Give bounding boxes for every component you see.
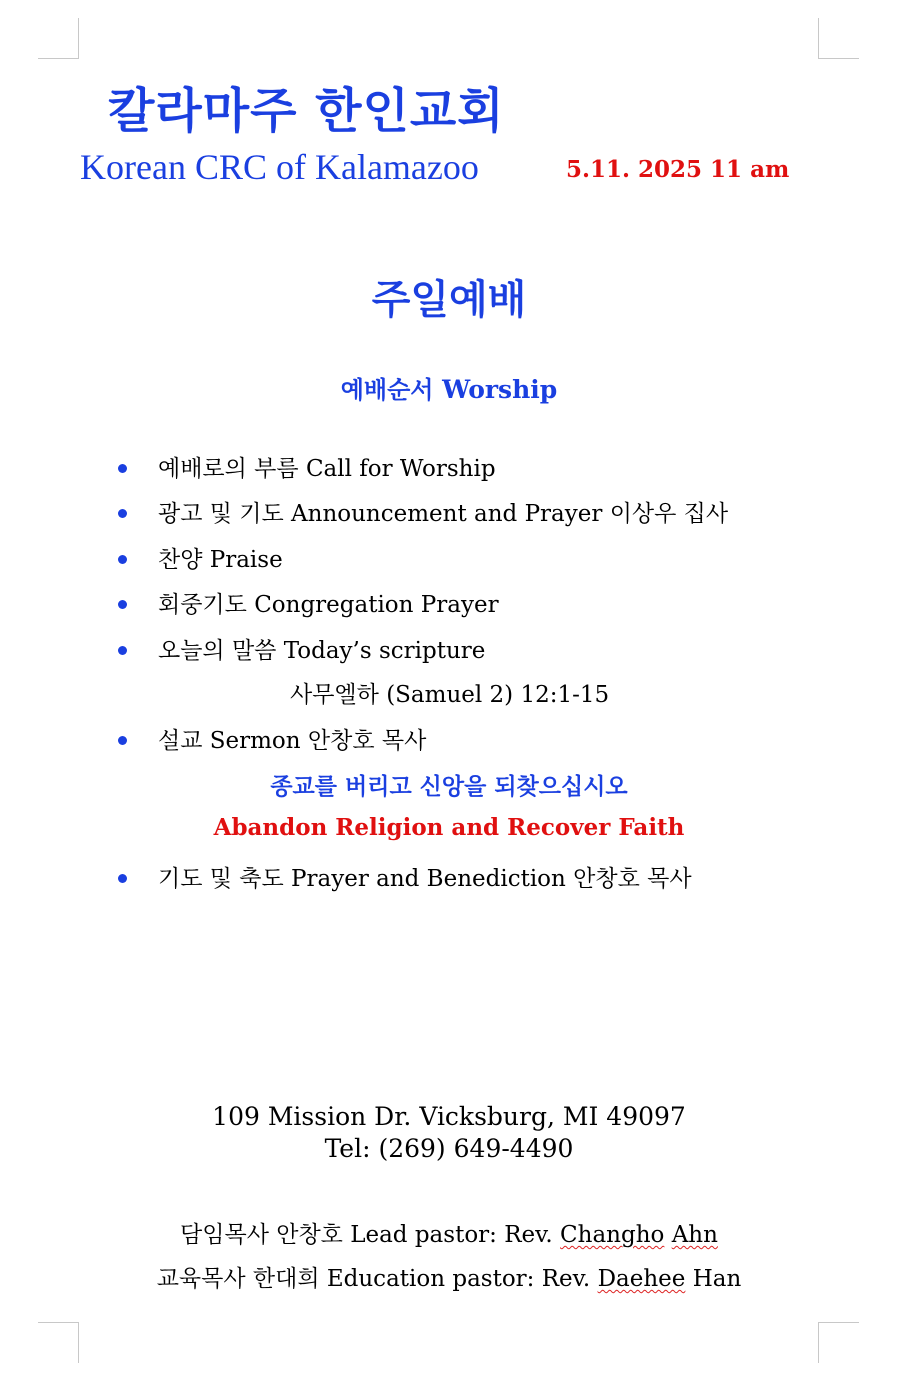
bullet-icon (118, 509, 127, 518)
lead-pastor-line: 담임목사 안창호 Lead pastor: Rev. Changho Ahn (180, 1222, 718, 1248)
church-address: 109 Mission Dr. Vicksburg, MI 49097 (212, 1102, 686, 1131)
worship-item-scripture: 오늘의 말씀 Today’s scripture (118, 632, 485, 665)
worship-item-announcement: 광고 및 기도 Announcement and Prayer 이상우 집사 (118, 495, 728, 528)
worship-item-sermon: 설교 Sermon 안창호 목사 (118, 722, 426, 755)
worship-item-congregation-prayer: 회중기도 Congregation Prayer (118, 586, 499, 619)
bullet-icon (118, 600, 127, 609)
worship-item-praise: 찬양 Praise (118, 541, 283, 574)
sermon-title-korean: 종교를 버리고 신앙을 되찾으십시오 (270, 774, 628, 800)
worship-item-call: 예배로의 부름 Call for Worship (118, 450, 496, 483)
education-pastor-line: 교육목사 한대희 Education pastor: Rev. Daehee Han (156, 1266, 742, 1292)
bullet-icon (118, 874, 127, 883)
bullet-icon (118, 736, 127, 745)
crop-mark-top-right (818, 18, 859, 59)
bullet-icon (118, 464, 127, 473)
bullet-icon (118, 646, 127, 655)
crop-mark-bottom-right (818, 1322, 859, 1363)
order-heading-en: Worship (442, 375, 558, 404)
order-heading-ko: 예배순서 (340, 376, 434, 404)
worship-item-benediction: 기도 및 축도 Prayer and Benediction 안창호 목사 (118, 860, 692, 893)
service-title: 주일예배 (371, 277, 527, 323)
crop-mark-bottom-left (38, 1322, 79, 1363)
order-of-worship-heading (0, 370, 898, 405)
church-phone: Tel: (269) 649-4490 (324, 1134, 574, 1163)
service-date-time: 5.11. 2025 11 am (566, 156, 790, 183)
scripture-reference: 사무엘하 (Samuel 2) 12:1-15 (290, 682, 610, 708)
church-name-english: Korean CRC of Kalamazoo (80, 147, 479, 187)
bullet-icon (118, 555, 127, 564)
church-name-korean: 칼라마주 한인교회 (108, 83, 505, 139)
crop-mark-top-left (38, 18, 79, 59)
sermon-title-english: Abandon Religion and Recover Faith (213, 814, 685, 841)
